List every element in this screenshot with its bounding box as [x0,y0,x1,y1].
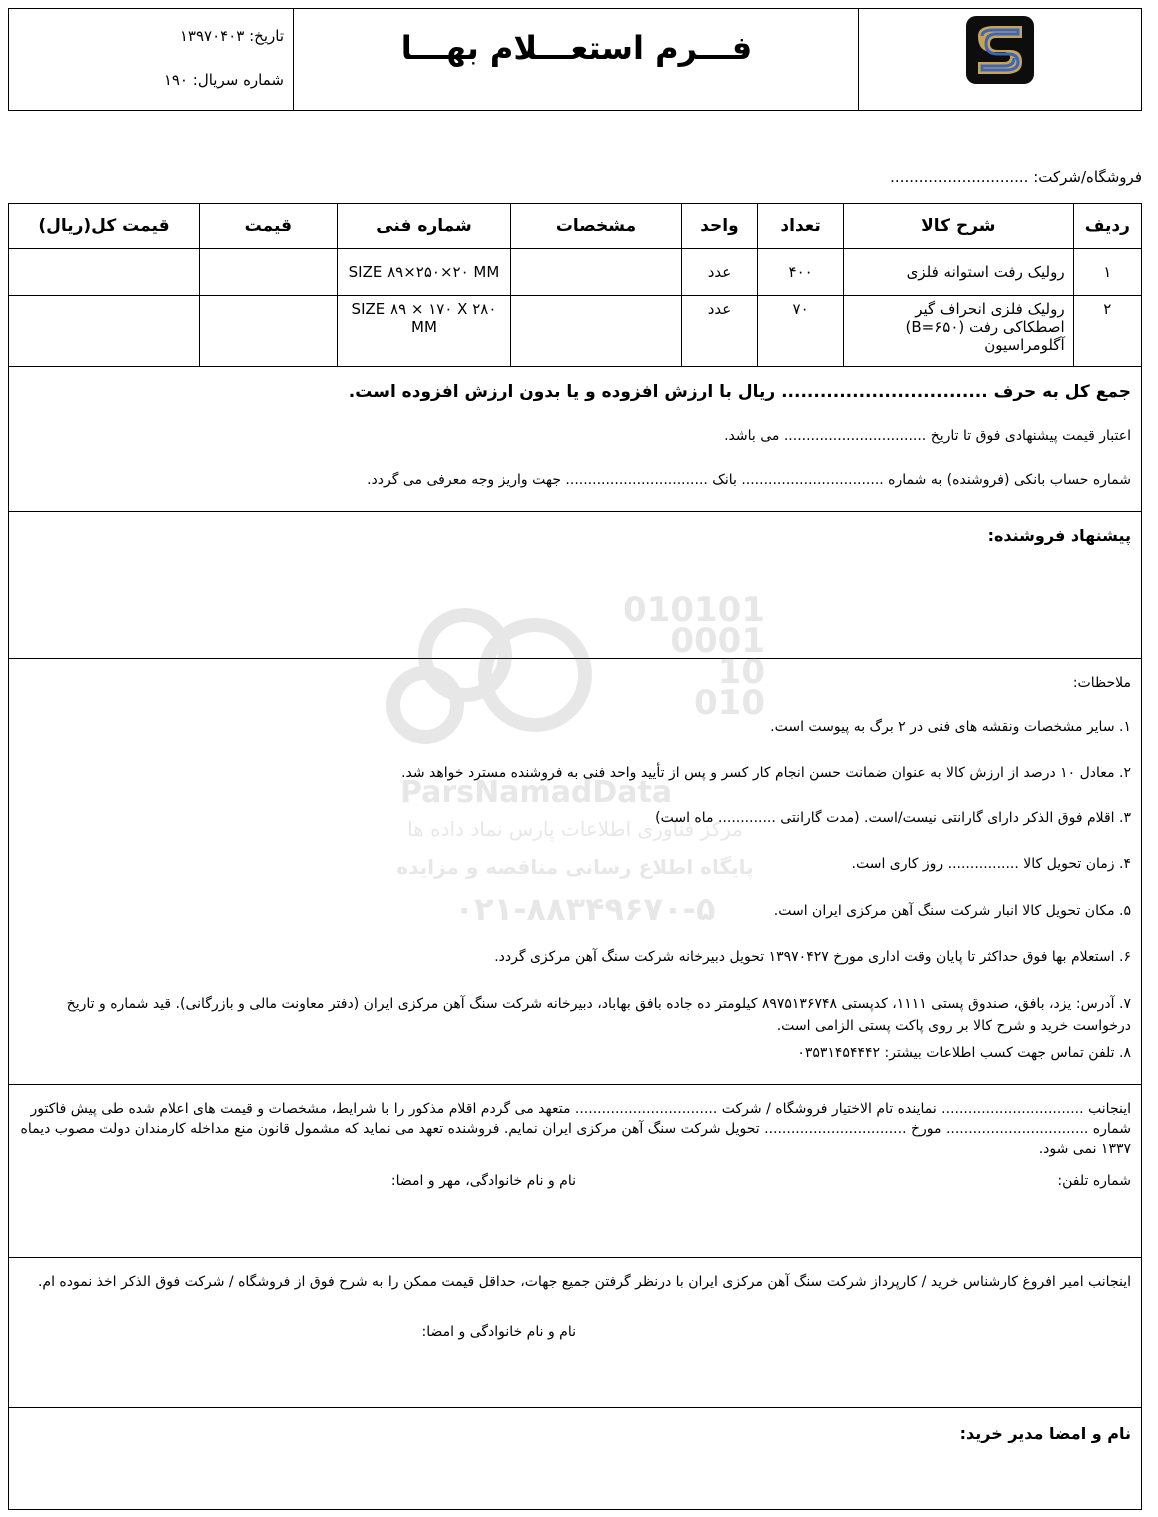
item-technical-number: SIZE ۸۹×۲۵۰×۲۰ MM [337,249,511,296]
logo-cell [858,9,1141,110]
note-item: ۸. تلفن تماس جهت کسب اطلاعات بیشتر: ۰۳۵۳۱۴۵۴۴۴۲ [797,1045,1131,1061]
item-quantity: ۴۰۰ [758,249,844,296]
manager-signature-label[interactable]: نام و امضا مدیر خرید: [959,1424,1131,1443]
seller-signature-label[interactable]: نام و نام خانوادگی، مهر و امضا: [390,1173,576,1189]
watermark [385,585,775,935]
header-total-price: قیمت کل(ریال) [9,204,200,249]
note-item: ۵. مکان تحویل کالا انبار شرکت سنگ آهن مرکزی ایران است. [773,903,1131,919]
item-quantity: ۷۰ [758,296,844,367]
title-cell [293,9,859,110]
note-item: ۱. سایر مشخصات ونقشه های فنی در ۲ برگ به پیوست است. [770,719,1131,735]
header-unit: واحد [681,204,758,249]
date-value: ۱۳۹۷۰۴۰۳ [179,27,245,45]
serial-line [164,71,284,89]
serial-value: ۱۹۰ [163,71,188,89]
watermark-binary-line: 010 [694,683,765,723]
seller-offer-label: پیشنهاد فروشنده: [987,526,1131,545]
date-label: تاریخ: [249,27,284,45]
table-row [9,296,1142,367]
header-quantity: تعداد [758,204,844,249]
watermark-binary-line: 10 [717,652,765,692]
price-validity[interactable]: اعتبار قیمت پیشنهادی فوق تا تاریخ ................................ می باشد. [724,428,1131,444]
watermark-line1: مرکز فناوری اطلاعات پارس نماد داده ها [407,817,743,841]
buyer-statement-text: اینجانب امیر افروغ کارشناس خرید / کارپرداز شرکت سنگ آهن مرکزی ایران با درنظر گرفتن جمیع جهات، حداقل قیمت ممکن را به شرح فوق از فروشگاه / شرکت فوق الذکر اخذ نموده ام. [37,1274,1131,1290]
form-header [8,8,1142,111]
serial-label: شماره سریال: [192,71,284,89]
watermark-brand: ParsNamadData [400,775,673,810]
watermark-phone: ۰۲۱-۸۸۳۴۹۶۷۰-۵ [454,890,716,928]
item-total[interactable] [9,296,200,367]
item-technical-number: SIZE ۸۹ × ۱۷۰ X ۲۸۰ MM [337,296,511,367]
watermark-binary-line: 0001 [670,621,765,661]
commitment-section [8,1085,1142,1258]
total-in-words[interactable]: جمع کل به حرف ................................ ریال با ارزش افزوده و یا بدون ارزش افزوده است. [348,382,1131,402]
header-row-number: ردیف [1073,204,1141,249]
watermark-line2: پایگاه اطلاع رسانی مناقصه و مزایده [396,855,754,879]
table-header-row [9,204,1142,249]
note-item: ۶. استعلام بها فوق حداکثر تا پایان وقت اداری مورخ ۱۳۹۷۰۴۲۷ تحویل دبیرخانه شرکت سنگ آهن مرکزی گردد. [494,949,1131,965]
item-specs[interactable] [511,249,681,296]
items-table [8,203,1142,367]
header-technical-number: شماره فنی [337,204,511,249]
item-total[interactable] [9,249,200,296]
note-item: ۳. اقلام فوق الذکر دارای گارانتی نیست/است. (مدت گارانتی ............. ماه است) [655,810,1131,826]
item-price[interactable] [199,296,337,367]
totals-section [8,366,1142,512]
table-row [9,249,1142,296]
shop-company-field[interactable]: فروشگاه/شرکت: ............................. [890,168,1142,186]
item-unit: عدد [681,249,758,296]
commitment-text: اینجانب ................................ نماینده تام الاختیار فروشگاه / شرکت ................................ متعهد می گردم اقلام مذکور را با شرایط، مشخصات و قیمت های اعلام شده طی پیش فاکتور شماره ................................ مورخ ................................ تحویل شرکت سنگ آهن مرکزی ایران نمایم. فروشنده تعهد می نماید که مشمول قانون منع مداخله کارمندان دولت مصوب دیماه ۱۳۳۷ نمی شود. [20,1101,1131,1157]
watermark-binary [585,590,765,723]
watermark-flower-icon [385,585,615,785]
item-description: رولیک فلزی انحراف گیر اصطکاکی رفت (B=۶۵۰) آگلومراسیون [843,296,1073,367]
date-line [180,27,284,45]
buyer-statement-section [8,1258,1142,1408]
form-title: فـــرم استعـــلام بهـــا [400,29,753,67]
meta-cell [9,9,294,110]
header-price: قیمت [199,204,337,249]
watermark-binary-line: 010101 [623,590,765,630]
header-specs: مشخصات [511,204,681,249]
item-specs[interactable] [511,296,681,367]
note-item: ۲. معادل ۱۰ درصد از ارزش کالا به عنوان ضمانت حسن انجام کار کسر و پس از تأیید واحد فنی به فروشنده مسترد خواهد شد. [401,765,1131,781]
item-unit: عدد [681,296,758,367]
header-description: شرح کالا [843,204,1073,249]
note-item: ۴. زمان تحویل کالا ................ روز کاری است. [851,856,1131,872]
item-description: رولیک رفت استوانه فلزی [843,249,1073,296]
row-number: ۱ [1073,249,1141,296]
note-item: ۷. آدرس: یزد، بافق، صندوق پستی ۱۱۱۱، کدپستی ۸۹۷۵۱۳۶۷۴۸ کیلومتر ده جاده بافق بهاباد، دبیرخانه شرکت سنگ آهن مرکزی ایران (دفتر معاونت مالی و بازرگانی). قید شماره و تاریخ درخواست خرید و شرح کالا بر روی پاکت پستی الزامی است. [66,996,1131,1034]
bank-account[interactable]: شماره حساب بانکی (فروشنده) به شماره ................................ بانک ................................ جهت واریز وجه معرفی می گردد. [367,472,1131,488]
notes-title: ملاحظات: [1072,675,1131,691]
manager-section [8,1408,1142,1510]
buyer-signature-label[interactable]: نام و نام خانوادگی و امضا: [421,1324,576,1340]
row-number: ۲ [1073,296,1141,367]
phone-label[interactable]: شماره تلفن: [1057,1173,1131,1189]
company-logo [964,14,1036,86]
item-price[interactable] [199,249,337,296]
